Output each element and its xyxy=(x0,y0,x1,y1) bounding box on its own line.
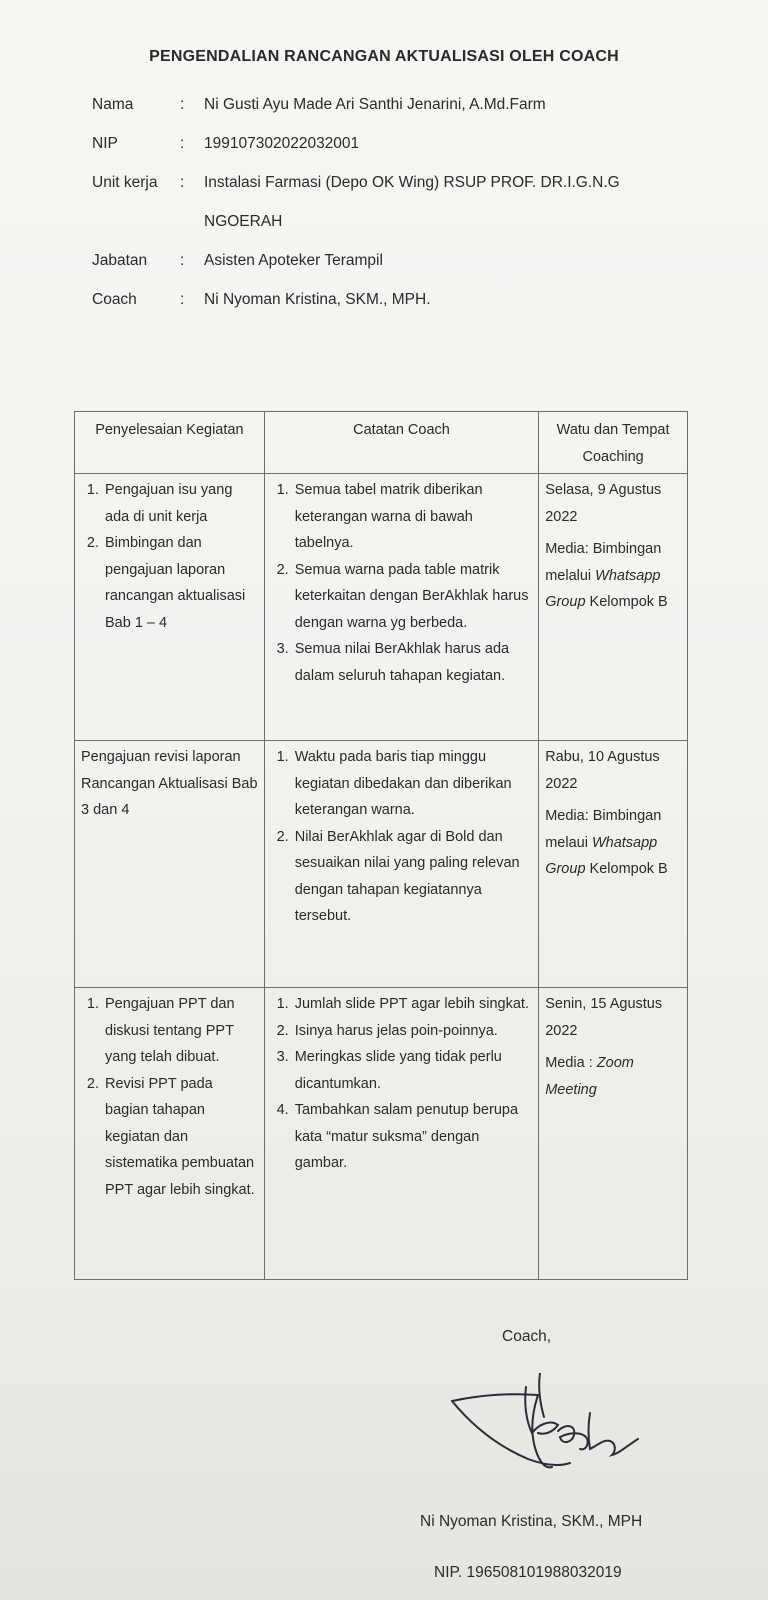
list-item: 2. Nilai BerAkhlak agar di Bold dan sesuaikan nilai yang paling relevan dengan tahapan kegiatannya tersebut. xyxy=(293,824,532,930)
waktu-cell xyxy=(539,988,688,1280)
list-item: 3. Semua nilai BerAkhlak harus ada dalam seluruh tahapan kegiatan. xyxy=(293,636,532,689)
media-app: Whatsapp xyxy=(591,834,658,851)
media-suffix: Kelompok B xyxy=(585,861,668,877)
info-value-jabatan: Asisten Apoteker Terampil xyxy=(204,252,383,269)
signature-nip: NIP. 196508101988032019 xyxy=(434,1564,622,1581)
coaching-media xyxy=(545,1050,681,1103)
info-value-unit-kerja-line2: NGOERAH xyxy=(204,213,283,230)
document-title: PENGENDALIAN RANCANGAN AKTUALISASI OLEH COACH xyxy=(149,48,619,65)
signature-label: Coach, xyxy=(502,1328,552,1345)
info-label-coach: Coach xyxy=(92,291,137,308)
coaching-media xyxy=(545,803,681,883)
header-catatan-coach: Catatan Coach xyxy=(264,412,538,474)
info-row-jabatan xyxy=(92,252,732,291)
coaching-date: Senin, 15 Agustus 2022 xyxy=(545,996,663,1039)
coaching-date: Rabu, 10 Agustus 2022 xyxy=(545,749,660,792)
header-penyelesaian-kegiatan: Penyelesaian Kegiatan xyxy=(75,412,265,474)
media-prefix: Media: Bimbingan melalui xyxy=(545,541,662,584)
list-item: 2. Revisi PPT pada bagian tahapan kegiatan dan sistematika pembuatan PPT agar lebih singkat. xyxy=(103,1071,258,1204)
list-item: 2. Isinya harus jelas poin-poinnya. xyxy=(293,1018,532,1045)
coaching-date: Selasa, 9 Agustus 2022 xyxy=(545,482,662,525)
info-label-nip: NIP xyxy=(92,135,118,152)
list-item: 1. Semua tabel matrik diberikan keterangan warna di bawah tabelnya. xyxy=(293,477,532,557)
info-colon: : xyxy=(180,135,185,152)
info-row-unit-kerja xyxy=(92,174,732,252)
info-label-nama: Nama xyxy=(92,96,134,113)
info-colon: : xyxy=(180,96,185,113)
kegiatan-text: Pengajuan revisi laporan Rancangan Aktualisasi Bab 3 dan 4 xyxy=(81,749,258,818)
info-colon: : xyxy=(180,291,185,308)
list-item: 1. Jumlah slide PPT agar lebih singkat. xyxy=(293,991,532,1018)
list-item: 1. Pengajuan isu yang ada di unit kerja xyxy=(103,477,258,530)
info-value-unit-kerja-line1: Instalasi Farmasi (Depo OK Wing) RSUP PROF. DR.I.G.N.G xyxy=(204,174,620,191)
media-group: Group xyxy=(545,594,586,610)
catatan-cell xyxy=(264,988,538,1280)
kegiatan-cell xyxy=(75,988,265,1280)
info-label-jabatan: Jabatan xyxy=(92,252,148,269)
kegiatan-cell xyxy=(75,474,265,741)
media-app: Whatsapp xyxy=(595,567,661,584)
kegiatan-cell xyxy=(75,741,265,988)
info-label-unit-kerja: Unit kerja xyxy=(92,174,158,191)
media-suffix: Kelompok B xyxy=(585,594,668,610)
list-item: 2. Bimbingan dan pengajuan laporan rancangan aktualisasi Bab 1 – 4 xyxy=(103,530,258,636)
info-value-nama: Ni Gusti Ayu Made Ari Santhi Jenarini, A.Md.Farm xyxy=(204,96,546,113)
signature-name: Ni Nyoman Kristina, SKM., MPH xyxy=(420,1513,643,1530)
list-item: 2. Semua warna pada table matrik keterkaitan dengan BerAkhlak harus dengan warna yg berbeda. xyxy=(293,557,532,637)
info-colon: : xyxy=(180,252,185,269)
info-row-nip xyxy=(92,135,732,174)
media-group: Group xyxy=(545,861,586,877)
list-item: 4. Tambahkan salam penutup berupa kata “matur suksma” dengan gambar. xyxy=(293,1097,532,1177)
header-waktu-tempat: Watu dan Tempat Coaching xyxy=(539,412,688,474)
info-colon: : xyxy=(180,174,185,191)
info-value-coach: Ni Nyoman Kristina, SKM., MPH. xyxy=(204,291,431,308)
media-prefix: Media : xyxy=(545,1055,597,1071)
info-row-coach xyxy=(92,291,732,330)
handwritten-signature xyxy=(440,1373,660,1483)
identity-section xyxy=(92,96,732,330)
list-item: 3. Meringkas slide yang tidak perlu dicantumkan. xyxy=(293,1044,532,1097)
list-item: 1. Pengajuan PPT dan diskusi tentang PPT yang telah dibuat. xyxy=(103,991,258,1071)
table-row xyxy=(75,474,688,741)
waktu-cell xyxy=(539,474,688,741)
list-item: 1. Waktu pada baris tiap minggu kegiatan dibedakan dan diberikan keterangan warna. xyxy=(293,744,532,824)
catatan-cell xyxy=(264,741,538,988)
table-row xyxy=(75,741,688,988)
info-row-nama xyxy=(92,96,732,135)
coaching-media xyxy=(545,536,681,616)
coaching-table xyxy=(74,411,688,1280)
table-header-row xyxy=(75,412,688,474)
media-prefix: Media: Bimbingan melaui xyxy=(545,808,662,851)
table-row xyxy=(75,988,688,1280)
waktu-cell xyxy=(539,741,688,988)
media-app: Zoom Meeting xyxy=(545,1055,634,1098)
catatan-cell xyxy=(264,474,538,741)
info-value-nip: 199107302022032001 xyxy=(204,135,360,152)
